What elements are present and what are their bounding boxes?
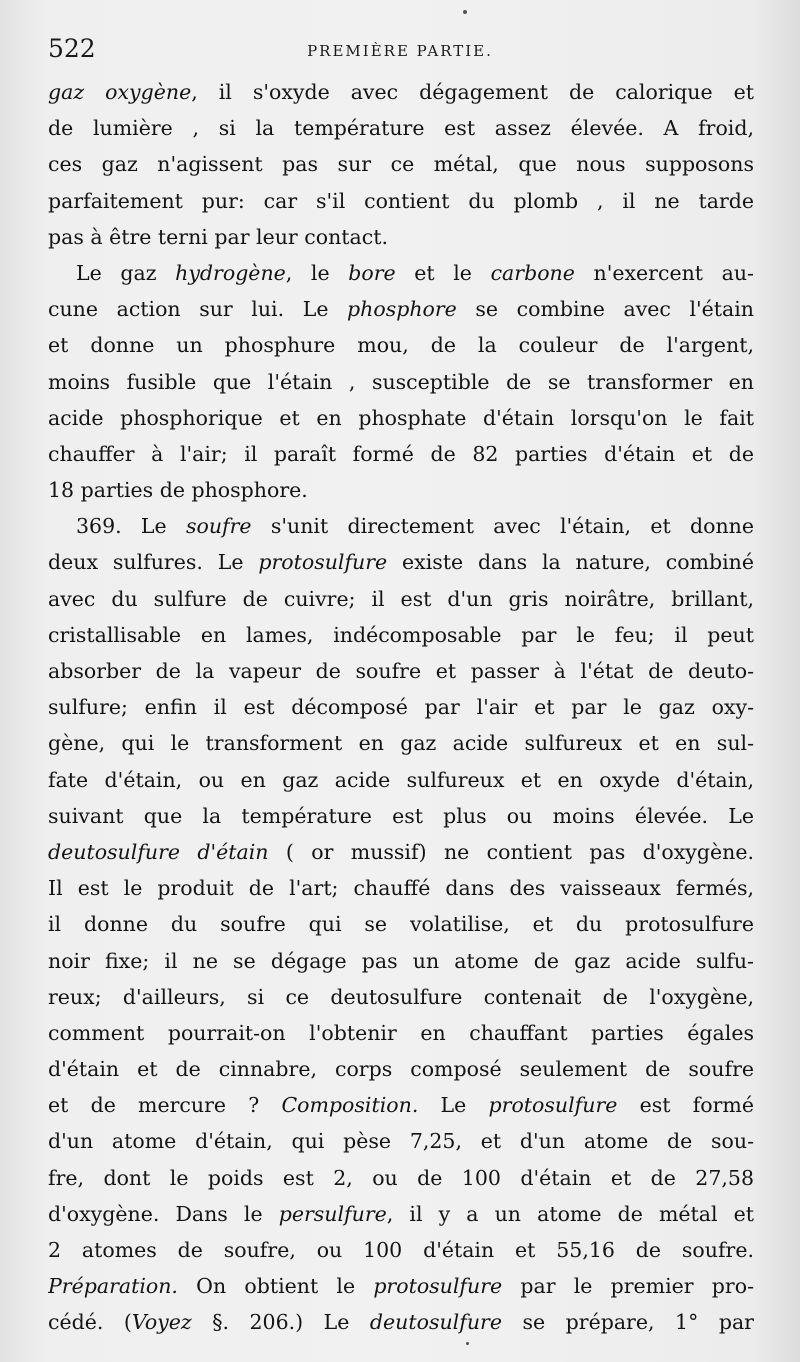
text-segment: , il s'oxyde avec dégagement de calorique et <box>191 80 754 104</box>
text-segment: acide phosphorique et en phosphate d'étain lorsqu'on le fait <box>48 405 754 430</box>
italic-term: bore <box>348 260 396 285</box>
italic-term: Composition. <box>281 1093 419 1118</box>
page-header <box>48 34 752 64</box>
text-segment: gène, qui le transforment en gaz acide sulfureux et en sul- <box>48 731 754 756</box>
text-segment: chauffer à l'air; il paraît formé de 82 parties d'étain et de <box>48 441 754 466</box>
page-number: 522 <box>48 34 96 63</box>
text-segment: parfaitement pur: car s'il contient du plomb , il ne tarde <box>48 188 754 213</box>
text-segment: suivant que la température est plus ou moins élevée. Le <box>48 803 754 828</box>
text-segment: ( or mussif) ne contient pas d'oxygène. <box>268 839 754 864</box>
text-line <box>48 943 754 979</box>
text-segment: et le <box>395 260 491 285</box>
text-segment: deux sulfures. Le <box>48 550 259 575</box>
text-segment: Le gaz <box>76 260 176 285</box>
text-segment: §. 206.) Le <box>191 1310 370 1335</box>
text-line <box>48 400 754 436</box>
text-line <box>48 1232 754 1268</box>
text-line <box>48 74 754 110</box>
text-segment: d'étain et de cinnabre, corps composé seulement de soufre <box>48 1057 754 1082</box>
italic-term: soufre <box>185 514 252 539</box>
text-segment: pas à être terni par leur contact. <box>48 224 388 249</box>
italic-term: protosulfure <box>488 1093 618 1118</box>
text-segment: se combine avec l'étain <box>456 297 754 322</box>
text-segment: ces gaz n'agissent pas sur ce métal, que nous supposons <box>48 152 754 177</box>
text-line <box>48 834 754 870</box>
text-segment: est formé <box>617 1093 754 1118</box>
text-segment: On obtient le <box>177 1274 374 1299</box>
text-line <box>48 689 754 725</box>
text-segment: et donne un phosphure mou, de la couleur de l'argent, <box>48 333 754 358</box>
text-line <box>48 762 754 798</box>
italic-term: deutosulfure d'étain <box>48 839 269 864</box>
text-segment: Le <box>418 1093 489 1118</box>
italic-term: protosulfure <box>258 550 388 575</box>
text-line <box>48 1160 754 1196</box>
text-segment: il donne du soufre qui se volatilise, et du protosulfure <box>48 912 754 937</box>
text-segment: de lumière , si la température est assez élevée. A froid, <box>48 116 754 141</box>
italic-term: gaz oxygène <box>48 80 192 104</box>
text-line <box>48 436 754 472</box>
text-line <box>48 617 754 653</box>
italic-term: protosulfure <box>373 1274 503 1299</box>
text-line <box>48 327 754 363</box>
text-segment: fre, dont le poids est 2, ou de 100 d'étain et de 27,58 <box>48 1165 754 1190</box>
text-line <box>48 1196 754 1232</box>
text-segment: cédé. ( <box>48 1310 132 1335</box>
italic-term: Préparation. <box>48 1274 178 1299</box>
text-line <box>48 508 754 544</box>
text-segment: 369. Le <box>76 514 186 539</box>
text-line <box>48 1087 754 1123</box>
italic-term: hydrogène <box>175 260 286 285</box>
text-segment: reux; d'ailleurs, si ce deutosulfure contenait de l'oxygène, <box>48 984 754 1009</box>
text-segment: , le <box>285 260 349 285</box>
italic-term: phosphore <box>347 297 457 322</box>
italic-term: deutosulfure <box>369 1310 502 1335</box>
printing-speck <box>466 1342 469 1345</box>
text-segment: se prépare, 1° par <box>501 1310 754 1335</box>
text-segment: Il est le produit de l'art; chauffé dans des vaisseaux fermés, <box>48 876 754 901</box>
text-segment: et de mercure ? <box>48 1093 282 1118</box>
italic-term: Voyez <box>131 1310 192 1335</box>
text-segment: cristallisable en lames, indécomposable par le feu; il peut <box>48 622 754 647</box>
text-segment: cune action sur lui. Le <box>48 297 348 322</box>
text-line <box>48 364 754 400</box>
text-segment: , il y a un atome de métal et <box>386 1201 754 1226</box>
text-line <box>48 291 754 327</box>
body-text <box>48 74 754 1341</box>
text-line <box>48 1268 754 1304</box>
italic-term: persulfure <box>278 1201 387 1226</box>
text-segment: moins fusible que l'étain , susceptible de se transformer en <box>48 369 754 394</box>
text-segment: sulfure; enfin il est décomposé par l'air et par le gaz oxy- <box>48 695 754 720</box>
text-line <box>48 725 754 761</box>
text-line <box>48 255 754 291</box>
text-line <box>48 1123 754 1159</box>
text-line <box>48 1015 754 1051</box>
text-line <box>48 146 754 182</box>
text-line <box>48 1051 754 1087</box>
text-segment: d'un atome d'étain, qui pèse 7,25, et d'un atome de sou- <box>48 1129 754 1154</box>
text-segment: n'exercent au- <box>574 260 754 285</box>
text-segment: existe dans la nature, combiné <box>387 550 754 575</box>
italic-term: carbone <box>490 260 575 285</box>
running-head: PREMIÈRE PARTIE. <box>307 42 493 60</box>
text-line <box>48 979 754 1015</box>
text-segment: s'unit directement avec l'étain, et donne <box>251 514 754 539</box>
text-line <box>48 581 754 617</box>
text-segment: absorber de la vapeur de soufre et passer à l'état de deuto- <box>48 659 754 683</box>
text-line <box>48 870 754 906</box>
text-segment: comment pourrait-on l'obtenir en chauffant parties égales <box>48 1020 754 1045</box>
text-segment: par le premier pro- <box>502 1274 754 1299</box>
text-segment: 2 atomes de soufre, ou 100 d'étain et 55,16 de soufre. <box>48 1238 754 1262</box>
text-line <box>48 1304 754 1340</box>
text-segment: d'oxygène. Dans le <box>48 1201 279 1226</box>
text-line <box>48 183 754 219</box>
text-segment: avec du sulfure de cuivre; il est d'un gris noirâtre, brillant, <box>48 586 754 611</box>
text-line <box>48 110 754 146</box>
text-line <box>48 906 754 942</box>
printing-speck <box>463 10 467 14</box>
text-line <box>48 544 754 580</box>
text-segment: 18 parties de phosphore. <box>48 478 308 503</box>
text-line <box>48 653 754 689</box>
text-line <box>48 798 754 834</box>
text-segment: fate d'étain, ou en gaz acide sulfureux et en oxyde d'étain, <box>48 767 754 792</box>
text-line <box>48 219 754 255</box>
text-line <box>48 472 754 508</box>
text-segment: noir fixe; il ne se dégage pas un atome de gaz acide sulfu- <box>48 948 754 973</box>
